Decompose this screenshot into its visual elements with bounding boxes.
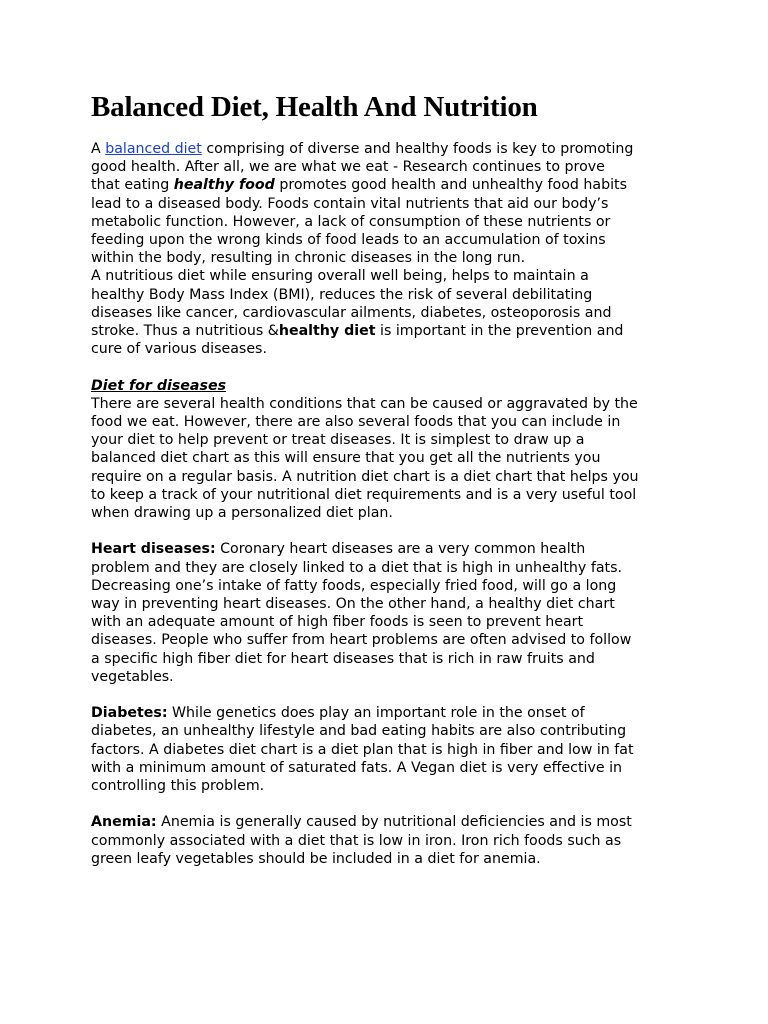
intro-line-3: [91, 176, 691, 194]
intro-line-1: [91, 140, 691, 158]
heart-line-2: problem and they are closely linked to a diet that is high in unhealthy fats.: [91, 559, 622, 576]
anemia-line-1-post: Anemia is generally caused by nutritional deficiencies and is most: [156, 814, 632, 831]
diet-for-diseases-heading: Diet for diseases: [91, 377, 227, 394]
heart-line-4: way in preventing heart diseases. On the other hand, a healthy diet chart: [91, 596, 615, 613]
heart-line-1: [91, 540, 691, 558]
balanced-diet-link[interactable]: balanced diet: [105, 141, 202, 157]
paragraph-gap: [91, 795, 691, 813]
anemia-line-3: green leafy vegetables should be included in a diet for anemia.: [91, 850, 541, 867]
intro2-paragraph: [91, 267, 691, 358]
heart-diseases-label: Heart diseases:: [91, 541, 216, 558]
intro-line-3-post: promotes good health and unhealthy food habits: [274, 177, 628, 194]
intro2-line-3: diseases like cancer, cardiovascular ailments, diabetes, osteoporosis and: [91, 304, 612, 321]
intro2-line-4-post: is important in the prevention and: [375, 323, 624, 340]
heart-line-8: vegetables.: [91, 668, 174, 685]
diabetes-label: Diabetes:: [91, 705, 168, 722]
heart-diseases-section: [91, 540, 691, 686]
intro-line-6: feeding upon the wrong kinds of food leads to an accumulation of toxins: [91, 232, 606, 249]
diabetes-line-1: [91, 704, 691, 722]
diseases-line-3: your diet to help prevent or treat diseases. It is simplest to draw up a: [91, 432, 585, 449]
heart-line-1-post: Coronary heart diseases are a very common health: [215, 541, 586, 558]
intro2-line-4-pre: stroke. Thus a nutritious &: [91, 323, 279, 340]
diseases-line-2: food we eat. However, there are also several foods that you can include in: [91, 414, 621, 431]
healthy-diet-emphasis: healthy diet: [278, 323, 376, 340]
intro2-line-5: cure of various diseases.: [91, 341, 267, 358]
intro2-line-1: A nutritious diet while ensuring overall well being, helps to maintain a: [91, 268, 589, 285]
intro2-line-4: [91, 322, 691, 340]
diseases-line-6: to keep a track of your nutritional diet requirements and is a very useful tool: [91, 486, 637, 503]
intro-paragraph: [91, 140, 691, 267]
intro-line-7: within the body, resulting in chronic diseases in the long run.: [91, 250, 526, 267]
intro-line-4: lead to a diseased body. Foods contain vital nutrients that aid our body’s: [91, 195, 609, 212]
anemia-line-1: [91, 813, 691, 831]
intro-line-1-post: comprising of diverse and healthy foods is key to promoting: [201, 141, 634, 157]
diabetes-line-4: with a minimum amount of saturated fats. A Vegan diet is very effective in: [91, 759, 623, 776]
diabetes-line-2: diabetes, an unhealthy lifestyle and bad eating habits are also contributing: [91, 723, 627, 740]
healthy-food-emphasis: healthy food: [173, 177, 275, 194]
document-title: Balanced Diet, Health And Nutrition: [91, 91, 538, 123]
diabetes-section: [91, 704, 691, 795]
paragraph-gap: [91, 686, 691, 704]
anemia-section: [91, 813, 691, 868]
diet-for-diseases-section: [91, 377, 691, 523]
intro-line-5: metabolic function. However, a lack of consumption of these nutrients or: [91, 213, 611, 230]
diabetes-line-5: controlling this problem.: [91, 778, 265, 795]
heart-line-7: a specific high fiber diet for heart diseases that is rich in raw fruits and: [91, 650, 595, 667]
paragraph-gap: [91, 522, 691, 540]
diseases-line-7: when drawing up a personalized diet plan.: [91, 505, 393, 522]
paragraph-gap: [91, 358, 691, 376]
intro-line-3-pre: that eating: [91, 177, 174, 194]
diseases-line-1: There are several health conditions that can be caused or aggravated by the: [91, 395, 638, 412]
heart-line-5: with an adequate amount of high fiber foods is seen to prevent heart: [91, 614, 584, 631]
diseases-line-5: require on a regular basis. A nutrition diet chart is a diet chart that helps you: [91, 468, 639, 485]
diseases-line-4: balanced diet chart as this will ensure that you get all the nutrients you: [91, 450, 601, 467]
intro2-line-2: healthy Body Mass Index (BMI), reduces the risk of several debilitating: [91, 286, 593, 303]
diabetes-line-1-post: While genetics does play an important role in the onset of: [167, 705, 585, 722]
anemia-label: Anemia:: [91, 814, 157, 831]
anemia-line-2: commonly associated with a diet that is low in iron. Iron rich foods such as: [91, 832, 622, 849]
document-page: [91, 90, 691, 868]
intro-line-1-pre: A: [91, 141, 106, 157]
intro-line-2: good health. After all, we are what we eat - Research continues to prove: [91, 159, 605, 176]
heart-line-3: Decreasing one’s intake of fatty foods, especially fried food, will go a long: [91, 577, 617, 594]
diabetes-line-3: factors. A diabetes diet chart is a diet plan that is high in fiber and low in fat: [91, 741, 634, 758]
heart-line-6: diseases. People who suffer from heart problems are often advised to follow: [91, 632, 632, 649]
